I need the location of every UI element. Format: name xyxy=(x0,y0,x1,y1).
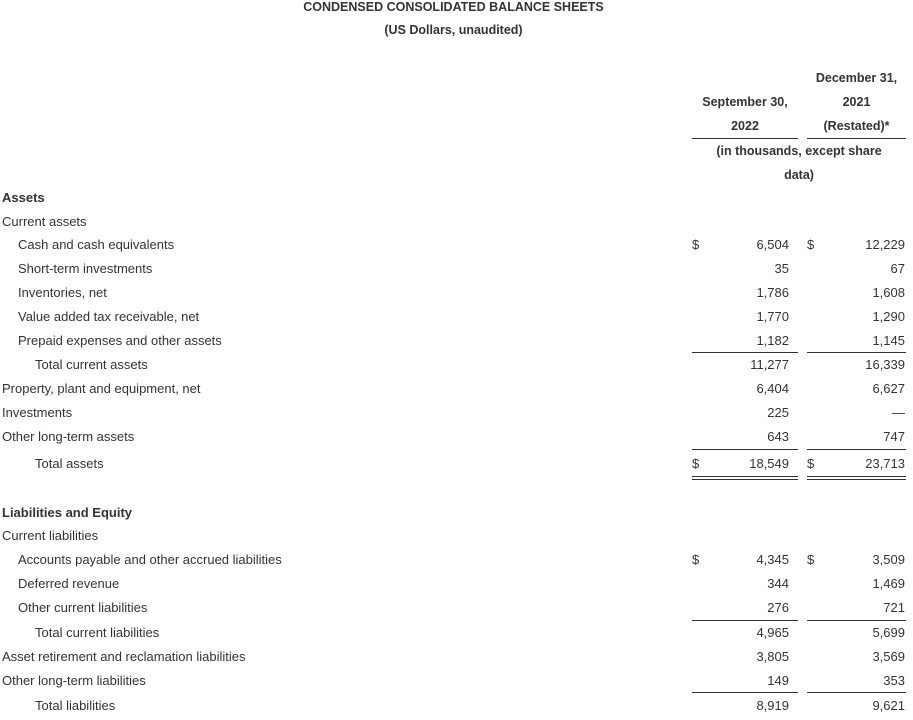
value-dec-2021: — xyxy=(892,405,905,420)
value-dec-2021: 1,290 xyxy=(872,309,905,324)
value-sep-2022: 11,277 xyxy=(750,357,789,372)
table-row xyxy=(0,377,913,401)
row-label: Inventories, net xyxy=(18,285,107,300)
table-row xyxy=(0,645,913,669)
row-label: Total liabilities xyxy=(35,698,116,713)
value-sep-2022: 149 xyxy=(767,673,789,688)
col2-header-line2: 2021 xyxy=(842,95,871,109)
total-double-rule xyxy=(807,476,906,480)
value-dec-2021: 1,608 xyxy=(872,285,905,300)
table-row xyxy=(0,694,913,718)
table-row xyxy=(0,233,913,257)
col2-header-line3: (Restated)* xyxy=(823,119,890,133)
row-label: Other long-term assets xyxy=(2,429,135,444)
table-row xyxy=(0,548,913,572)
table-row xyxy=(0,669,913,693)
row-label: Total current liabilities xyxy=(35,625,160,640)
current-assets-heading: Current assets xyxy=(2,214,87,229)
value-sep-2022: 35 xyxy=(774,261,789,276)
value-dec-2021: 353 xyxy=(883,673,905,688)
row-label: Cash and cash equivalents xyxy=(18,237,175,252)
value-sep-2022: 6,504 xyxy=(756,237,789,252)
col1-header-line1: September 30, xyxy=(702,95,788,109)
value-sep-2022: 276 xyxy=(767,600,789,615)
current-assets-heading-row xyxy=(0,210,913,234)
currency-symbol: $ xyxy=(692,237,700,252)
table-row xyxy=(0,401,913,425)
row-label: Short-term investments xyxy=(18,261,153,276)
value-dec-2021: 747 xyxy=(883,429,905,444)
value-dec-2021: 3,509 xyxy=(872,552,905,567)
row-label: Prepaid expenses and other assets xyxy=(18,333,222,348)
col1-header-line2: 2022 xyxy=(731,119,759,133)
value-sep-2022: 6,404 xyxy=(756,381,789,396)
table-row xyxy=(0,621,913,645)
value-dec-2021: 1,469 xyxy=(872,576,905,591)
currency-symbol: $ xyxy=(692,456,700,471)
subtotal-rule xyxy=(692,449,798,450)
row-label: Property, plant and equipment, net xyxy=(2,381,201,396)
value-sep-2022: 4,965 xyxy=(756,625,789,640)
currency-symbol: $ xyxy=(807,456,815,471)
table-row xyxy=(0,257,913,281)
row-label: Investments xyxy=(2,405,73,420)
total-double-rule xyxy=(692,476,798,480)
current-liabilities-heading: Current liabilities xyxy=(2,528,99,543)
value-sep-2022: 8,919 xyxy=(756,698,789,713)
value-dec-2021: 23,713 xyxy=(865,456,905,471)
assets-heading: Assets xyxy=(2,190,45,205)
value-sep-2022: 1,770 xyxy=(756,309,789,324)
liabilities-heading: Liabilities and Equity xyxy=(2,505,133,520)
subtotal-rule xyxy=(692,692,798,693)
row-label: Deferred revenue xyxy=(18,576,120,591)
row-label: Value added tax receivable, net xyxy=(18,309,200,324)
subtotal-rule xyxy=(807,692,906,693)
col2-header-line1: December 31, xyxy=(815,71,898,85)
table-row xyxy=(0,596,913,620)
statement-title: CONDENSED CONSOLIDATED BALANCE SHEETS xyxy=(303,0,604,14)
value-sep-2022: 1,786 xyxy=(756,285,789,300)
table-row xyxy=(0,281,913,305)
row-label: Total assets xyxy=(35,456,104,471)
value-dec-2021: 5,699 xyxy=(872,625,905,640)
value-sep-2022: 18,549 xyxy=(749,456,789,471)
current-liabilities-heading-row xyxy=(0,524,913,548)
value-dec-2021: 67 xyxy=(890,261,905,276)
currency-symbol: $ xyxy=(807,237,815,252)
statement-subtitle: (US Dollars, unaudited) xyxy=(384,23,523,37)
value-dec-2021: 6,627 xyxy=(872,381,905,396)
value-sep-2022: 4,345 xyxy=(756,552,789,567)
currency-symbol: $ xyxy=(692,552,700,567)
value-dec-2021: 1,145 xyxy=(872,333,905,348)
value-sep-2022: 3,805 xyxy=(756,649,789,664)
currency-symbol: $ xyxy=(807,552,815,567)
table-row xyxy=(0,329,913,353)
table-row xyxy=(0,353,913,377)
value-dec-2021: 12,229 xyxy=(865,237,905,252)
units-header-line2: data) xyxy=(784,168,814,182)
row-label: Asset retirement and reclamation liabilities xyxy=(2,649,246,664)
table-row xyxy=(0,425,913,449)
value-dec-2021: 721 xyxy=(883,600,905,615)
units-header-line1: (in thousands, except share xyxy=(716,144,882,158)
row-label: Accounts payable and other accrued liabilities xyxy=(18,552,282,567)
row-label: Other long-term liabilities xyxy=(2,673,146,688)
value-dec-2021: 16,339 xyxy=(865,357,905,372)
table-row xyxy=(0,305,913,329)
row-label: Other current liabilities xyxy=(18,600,148,615)
value-sep-2022: 344 xyxy=(767,576,789,591)
subtotal-rule xyxy=(807,449,906,450)
value-dec-2021: 9,621 xyxy=(872,698,905,713)
row-label: Total current assets xyxy=(35,357,148,372)
value-sep-2022: 643 xyxy=(767,429,789,444)
value-dec-2021: 3,569 xyxy=(872,649,905,664)
value-sep-2022: 225 xyxy=(767,405,789,420)
value-sep-2022: 1,182 xyxy=(756,333,789,348)
assets-heading-row xyxy=(0,186,913,210)
table-row xyxy=(0,572,913,596)
table-row xyxy=(0,452,913,476)
liabilities-heading-row xyxy=(0,501,913,525)
